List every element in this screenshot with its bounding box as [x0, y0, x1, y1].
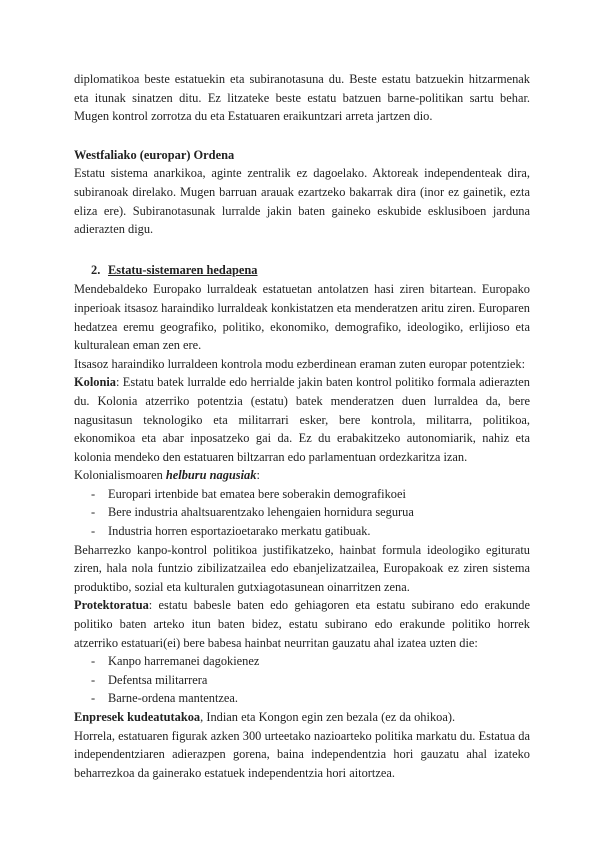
ideology-paragraph: Beharrezko kanpo-kontrol politikoa justifikatzeko, hainbat formula ideologiko egituratu ziren, hala nola funtzio zibilizatzailea edo ebanjelizatzailea, Europakoak ez ziren sistema produktibo, sozial eta kulturalen gutxiagotasunean oinarritzen zena. — [74, 542, 530, 594]
goals-lead: Kolonialismoaren — [74, 468, 166, 483]
section-2-number: 2. — [91, 262, 101, 277]
westfalia-paragraph: Estatu sistema anarkikoa, aginte zentralik ez dagoelako. Aktoreak independenteak dira, subiranoak direlako. Mugen barruan arauak ezartzeko bakarrak dira (inor ez gainetik, ezta eliza ere). Subiranotasunak lurralde jakin baten gaineko eskubide esklusiboen jarduna adierazten digu. — [74, 166, 530, 237]
enpresa-text: , Indian eta Kongon egin zen bezala (ez da ohikoa). — [200, 710, 456, 724]
list-item: - Europari irtenbide bat ematea bere soberakin demografikoei — [74, 485, 530, 504]
section-2-paragraph-1: Mendebaldeko Europako lurraldeak estatuetan antolatzen hasi ziren bitartean. Europako inperioak itsasoz haraindiko lurraldeak konkistatzen eta menderatzen aritu ziren. Europaren hedatzea eremu geografiko, politiko, ekonomiko, demografiko, ideologiko, erlijioso eta kulturalean eman zen ere. — [74, 282, 530, 353]
closing-paragraph: Horrela, estatuaren figurak azken 300 urteetako nazioarteko politika markatu du. Estatua da independentziaren adierazpen gorena, baina independentzia hori gauzatu ahal izateko beharrezkoa da gainerako estatuek independentzia hori aitortzea. — [74, 728, 530, 780]
section-2-heading — [74, 261, 530, 280]
list-item: - Industria horren esportazioetarako merkatu gatibuak. — [74, 522, 530, 541]
goals-tail: : — [256, 468, 260, 483]
section-2-paragraph-2: Itsasoz haraindiko lurraldeen kontrola modu ezberdinean eraman zuten europar potentziek: — [74, 356, 526, 371]
intro-paragraph: diplomatikoa beste estatuekin eta subiranotasuna du. Beste estatu batzuekin hitzarmenak eta itunak sinatzen ditu. Ez litzateke beste estatu batzuen barne-politikan sartu behar. Mugen kontrol zorrotza du eta Estatuaren eraikuntzari arreta jartzen dio. — [74, 72, 530, 124]
kolonia-definition: : Estatu batek lurralde edo herrialde jakin baten kontrol politiko formala adierazten du. Kolonia atzerriko potentzia (estatu) batek menderatzen duen lurraldea da, bere nagusitasun teknologiko eta militarrari esker, bere kontrola, militarra, politikoa, ekonomikoa eta abar inposatzeko gai da. Ez du erabakitzeko autonomiarik, nahiz eta kolonia mendeko den estatuaren biltzarran edo parlamentuan ordezkaritza izan. — [74, 375, 530, 464]
list-item: - Kanpo harremanei dagokienez — [74, 652, 530, 671]
goals-list — [74, 485, 530, 541]
westfalia-heading: Westfaliako (europar) Ordena — [74, 147, 235, 162]
section-2-title: Estatu-sistemaren hedapena — [108, 262, 258, 277]
goals-intro — [74, 466, 530, 485]
list-item: - Bere industria ahaltsuarentzako lehengaien hornidura segurua — [74, 503, 530, 522]
list-item: - Defentsa militarrera — [74, 671, 530, 690]
protektoratua-term: Protektoratua — [74, 598, 149, 613]
enpresa-paragraph — [74, 708, 530, 727]
list-item: - Barne-ordena mantentzea. — [74, 689, 530, 708]
document-page — [74, 70, 530, 782]
protektoratua-list — [74, 652, 530, 708]
kolonia-term: Kolonia — [74, 375, 116, 390]
kolonia-paragraph — [74, 373, 530, 466]
goals-emphasis: helburu nagusiak — [165, 468, 257, 483]
enpresa-term: Enpresek kudeatutakoa — [74, 710, 201, 724]
protektoratua-paragraph — [74, 596, 530, 652]
protektoratua-definition: : estatu babesle baten edo gehiagoren eta estatu subirano edo erakunde politiko baten arteko itun baten bidez, estatu subirano edo erakunde politiko horrek atzerriko estatuari(ei) bere babesa hainbat neurritan gauzatu ahal izatea uzten die: — [74, 598, 530, 650]
